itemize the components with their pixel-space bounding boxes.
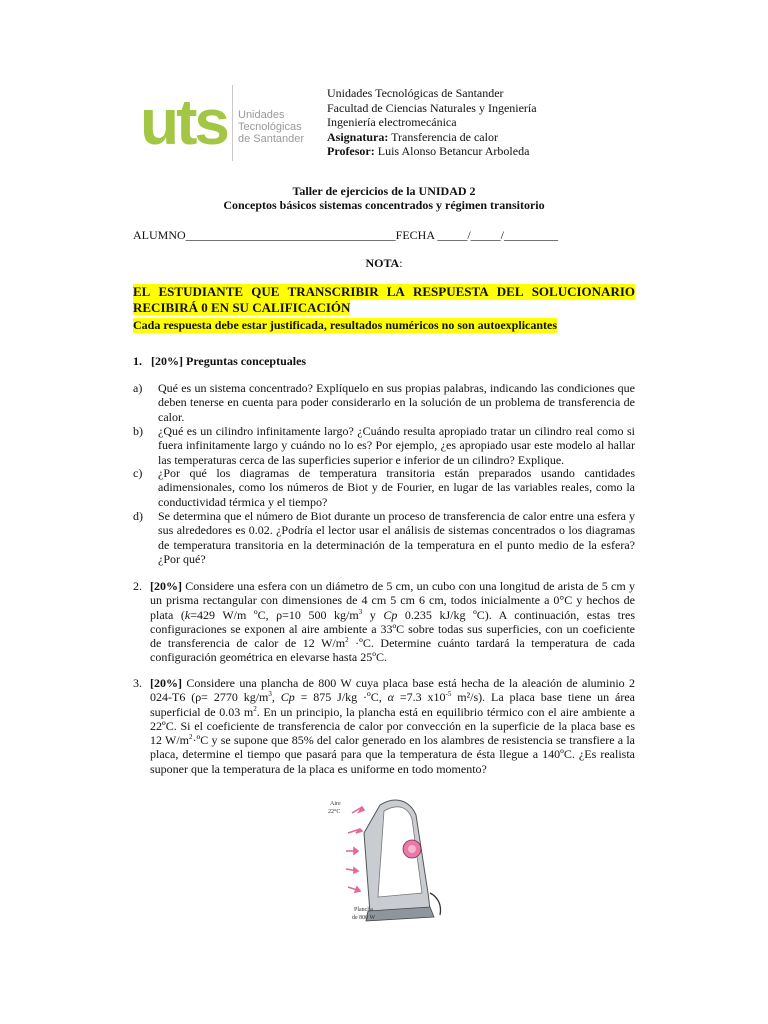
uts-logo	[140, 85, 320, 165]
question-1d: Se determina que el número de Biot durante un proceso de transferencia de calor entre una esfera y sus alrededores es 0.02. ¿Podría el lector usar el análisis de sistemas concentrados o los diagramas de temperatura transitoria en la determinación de la temperatura en el punto medio de la esfera? ¿Por qué?	[158, 509, 635, 566]
section-1-number: 1.	[133, 354, 142, 368]
institution-header	[327, 86, 537, 159]
problem-3-sup: 3	[268, 690, 272, 699]
problem-3-sup: -5	[445, 690, 452, 699]
nota-colon: :	[399, 256, 403, 270]
problem-2-weight: [20%]	[150, 579, 182, 593]
iron-illustration	[318, 793, 458, 928]
problem-2-part: 0.235 kJ/kg ºC). A continuación, estas tres configuraciones se exponen al aire ambiente a 33ºC sobre todas sus superficies, con un coeficiente de transferencia de calor de 12 W/m	[150, 607, 636, 651]
header-line-program: Ingeniería electromecánica	[327, 115, 457, 129]
question-1b: ¿Qué es un cilindro infinitamente largo? ¿Cuándo resulta apropiado tratar un cilindro real como si fuera infinitamente largo y cuándo no lo es? Por ejemplo, ¿es apropiado usar este modelo al hallar las temperaturas cerca de las superficies superior e inferior de un cilindro? Explique.	[158, 424, 635, 467]
air-temp-label: 22°C	[328, 809, 341, 815]
question-1c: ¿Por qué los diagramas de temperatura transitoria están preparados usando cantidades adimensionales, como los números de Biot y de Fourier, en lugar de las variables reales, como la conductividad térmica y el tiempo?	[158, 466, 635, 509]
warning-banner	[133, 284, 635, 315]
workshop-subtitle: Conceptos básicos sistemas concentrados y régimen transitorio	[223, 198, 545, 212]
problem-2-sup: 3	[358, 607, 363, 616]
warning-word: RESPUESTA	[413, 284, 489, 299]
warning-word: TRANSCRIBIR	[287, 284, 379, 299]
section-2-number: 2.	[133, 579, 142, 593]
item-letter: d)	[133, 509, 143, 523]
header-line-university: Unidades Tecnológicas de Santander	[327, 86, 504, 100]
warning-word: SOLUCIONARIO	[531, 284, 635, 299]
problem-3-symbol: Cp	[280, 690, 295, 705]
logo-line-2: Tecnológicas	[238, 121, 302, 133]
logo-divider	[232, 85, 233, 161]
problem-3-sup: 2	[253, 704, 257, 713]
problem-3-part: m²/s). La placa base tiene un área superficial de 0.03 m	[150, 690, 635, 719]
problem-2-part: ·ºC. Determine cuánto tardará la temperatura de cada configuración geométrica en elevarse hasta 25ºC.	[150, 636, 635, 665]
problem-2-part: Considere una esfera con un diámetro de 5 cm, un cubo con una longitud de arista de 5 cm y un prisma rectangular con dimensiones de 4 cm 5 cm 6 cm, todos inicialmente a 0°C y hechos de plata (	[150, 579, 635, 622]
air-label: Aire	[330, 801, 341, 807]
header-line-subject	[327, 130, 537, 145]
student-date-line: ALUMNO___________________________________FECHA _____/_____/_________	[133, 228, 559, 242]
subject-value: Transferencia de calor	[388, 129, 498, 144]
iron-label: Plancha	[354, 907, 373, 913]
item-letter: b)	[133, 424, 143, 438]
warning-word: ESTUDIANTE	[158, 284, 244, 299]
justification-note: Cada respuesta debe estar justificada, resultados numéricos no son autoexplicantes	[133, 318, 558, 332]
logo-line-1: Unidades	[238, 109, 285, 121]
nota-label: NOTA	[365, 256, 400, 270]
subject-label: Asignatura:	[327, 129, 389, 144]
warning-line-2: RECIBIRÁ 0 EN SU CALIFICACIÓN	[133, 299, 351, 315]
header-line-teacher	[327, 144, 537, 159]
nota-heading	[0, 256, 768, 271]
warning-word: LA	[386, 284, 405, 299]
problem-3-weight: [20%]	[150, 676, 182, 690]
problem-2-part: =429 W/m ºC, ρ=10 500 kg/m	[190, 607, 359, 622]
section-1-heading	[133, 354, 306, 369]
problem-3-part: ·ºC y se supone que 85% del calor generado en los alambres de resistencia se transfiere a la placa, determine el tiempo que pasará para que la temperatura de ésta llegue a 140ºC. ¿Es realista suponer que la temperatura de la placa es uniforme en todo momento?	[150, 733, 635, 776]
problem-2-part: y	[362, 607, 384, 622]
logo-wordmark: uts	[140, 86, 227, 158]
workshop-title: Taller de ejercicios de la UNIDAD 2	[292, 184, 476, 198]
problem-3-part: Considere una plancha de 800 W cuya placa base está hecha de la aleación de aluminio 2 024-T6 (ρ= 2770 kg/m	[150, 676, 635, 705]
problem-3-sup: 2	[189, 733, 193, 742]
problem-3-part: ,	[271, 690, 281, 705]
problem-3-part: . En un principio, la plancha está en equilibrio térmico con el aire ambiente a 22ºC. Si el coeficiente de transferencia de calor por convección en la superficie de la placa base es 12 W/m	[150, 704, 635, 748]
problem-3-text	[150, 676, 635, 776]
warning-word: DEL	[496, 284, 524, 299]
convection-arrows-icon	[346, 807, 364, 892]
item-letter: c)	[133, 466, 143, 480]
problem-2-text	[150, 579, 635, 665]
problem-2-symbol: k	[184, 607, 191, 622]
header-line-faculty: Facultad de Ciencias Naturales y Ingeniería	[327, 100, 537, 115]
warning-line-1	[133, 284, 635, 300]
logo-subtitle	[238, 109, 304, 145]
iron-power-label: de 800 W	[352, 915, 376, 921]
section-1-title: [20%] Preguntas conceptuales	[151, 354, 307, 368]
problem-3-symbol: α	[387, 690, 394, 705]
problem-2-sup: 2	[345, 636, 349, 645]
item-letter: a)	[133, 381, 143, 395]
problem-3-part: =7.3 x10	[393, 690, 446, 705]
warning-word: EL	[133, 284, 151, 299]
teacher-label: Profesor:	[327, 144, 375, 158]
warning-word: QUE	[251, 284, 280, 299]
logo-line-3: de Santander	[238, 133, 305, 145]
problem-2-symbol: Cp	[383, 607, 398, 622]
section-3-number: 3.	[133, 676, 142, 690]
problem-3-part: = 875 J/kg ·ºC,	[294, 690, 388, 705]
teacher-value: Luis Alonso Betancur Arboleda	[374, 144, 530, 158]
question-1a: Qué es un sistema concentrado? Explíquelo en sus propias palabras, indicando las condiciones que deben tenerse en cuenta para poder considerarlo en la solución de un problema de transferencia de calor.	[158, 381, 635, 424]
iron-figure	[318, 793, 458, 928]
